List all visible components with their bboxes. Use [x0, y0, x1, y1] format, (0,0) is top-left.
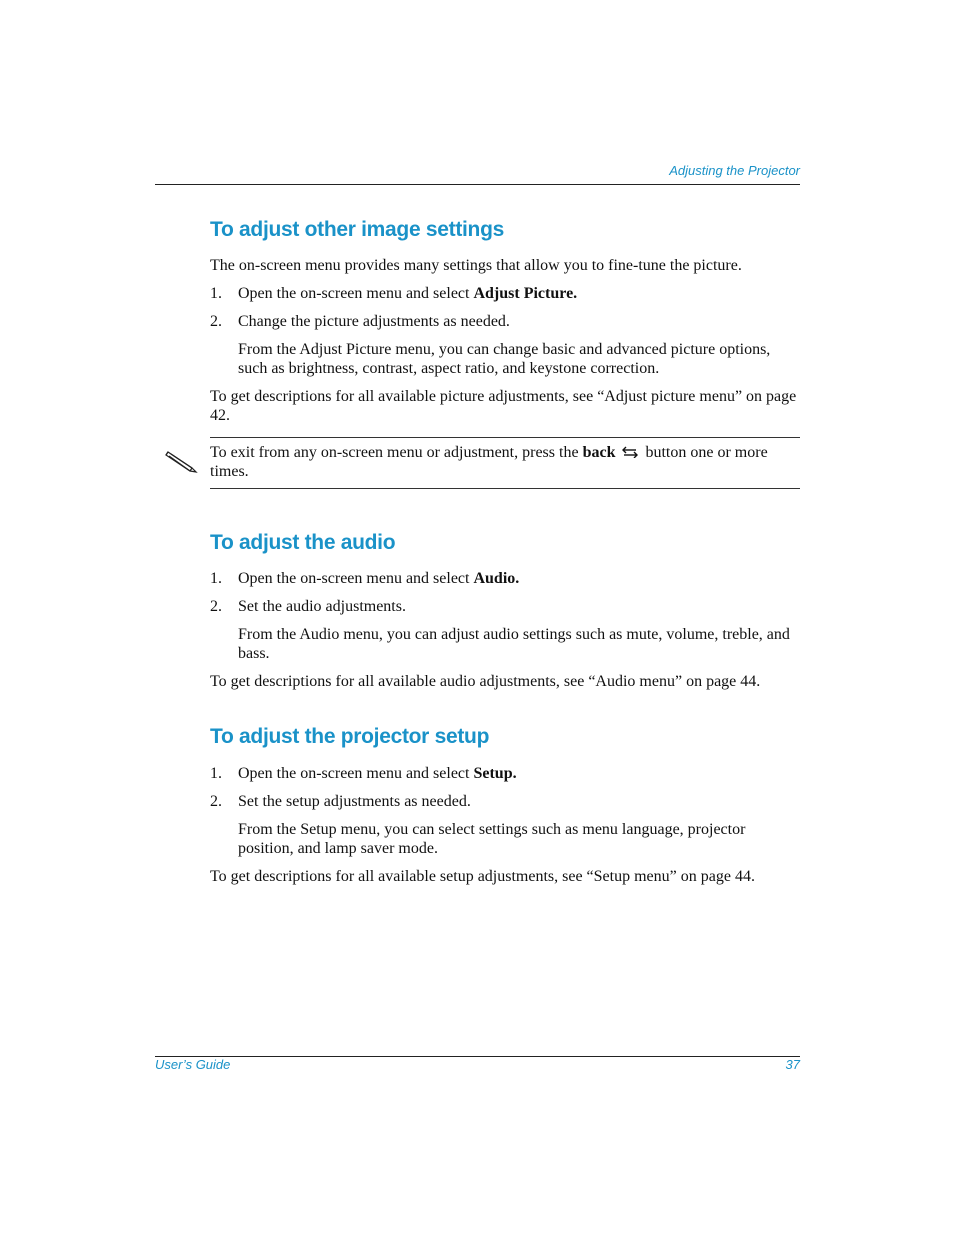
section1-reference: To get descriptions for all available picture adjustments, see “Adjust picture menu” on page 42.	[210, 388, 797, 424]
section3-reference: To get descriptions for all available setup adjustments, see “Setup menu” on page 44.	[210, 868, 755, 885]
section1-step-2-detail: From the Adjust Picture menu, you can change basic and advanced picture options, such as brightness, contrast, aspect ratio, and keystone correction.	[238, 341, 771, 377]
step-text: Open the on-screen menu and select Adjust Picture.	[238, 285, 578, 302]
step-text: Change the picture adjustments as needed.	[238, 313, 510, 330]
section-heading-audio: To adjust the audio	[210, 531, 396, 554]
section2-reference: To get descriptions for all available audio adjustments, see “Audio menu” on page 44.	[210, 673, 761, 690]
menu-name-audio: Audio.	[473, 570, 520, 587]
footer-rule	[155, 1056, 800, 1057]
step-number: 2.	[210, 793, 222, 810]
section-heading-projector-setup: To adjust the projector setup	[210, 725, 490, 748]
step-number: 1.	[210, 765, 222, 782]
page-number: 37	[785, 1057, 800, 1072]
pencil-note-icon	[165, 446, 199, 474]
note-bottom-rule	[210, 488, 800, 489]
menu-name-setup: Setup.	[473, 765, 517, 782]
note-top-rule	[210, 437, 800, 438]
back-button-name: back	[582, 444, 616, 461]
running-header: Adjusting the Projector	[669, 163, 800, 178]
step-text: Set the setup adjustments as needed.	[238, 793, 471, 810]
section1-intro: The on-screen menu provides many settings that allow you to fine-tune the picture.	[210, 257, 742, 274]
step-number: 1.	[210, 570, 222, 587]
section-heading-image-settings: To adjust other image settings	[210, 218, 504, 241]
note-text: To exit from any on-screen menu or adjustment, press the back button one or more times.	[210, 444, 768, 480]
back-arrow-icon	[621, 446, 639, 458]
header-rule	[155, 184, 800, 185]
step-text: Open the on-screen menu and select Audio.	[238, 570, 520, 587]
section2-step-2-detail: From the Audio menu, you can adjust audio settings such as mute, volume, treble, and bass.	[238, 626, 790, 662]
step-number: 2.	[210, 598, 222, 615]
step-number: 1.	[210, 285, 222, 302]
step-number: 2.	[210, 313, 222, 330]
footer-guide-title: User’s Guide	[155, 1057, 231, 1072]
step-text: Open the on-screen menu and select Setup.	[238, 765, 517, 782]
step-text: Set the audio adjustments.	[238, 598, 406, 615]
menu-name-adjust-picture: Adjust Picture.	[473, 285, 578, 302]
section3-step-2-detail: From the Setup menu, you can select settings such as menu language, projector position, and lamp saver mode.	[238, 821, 746, 857]
